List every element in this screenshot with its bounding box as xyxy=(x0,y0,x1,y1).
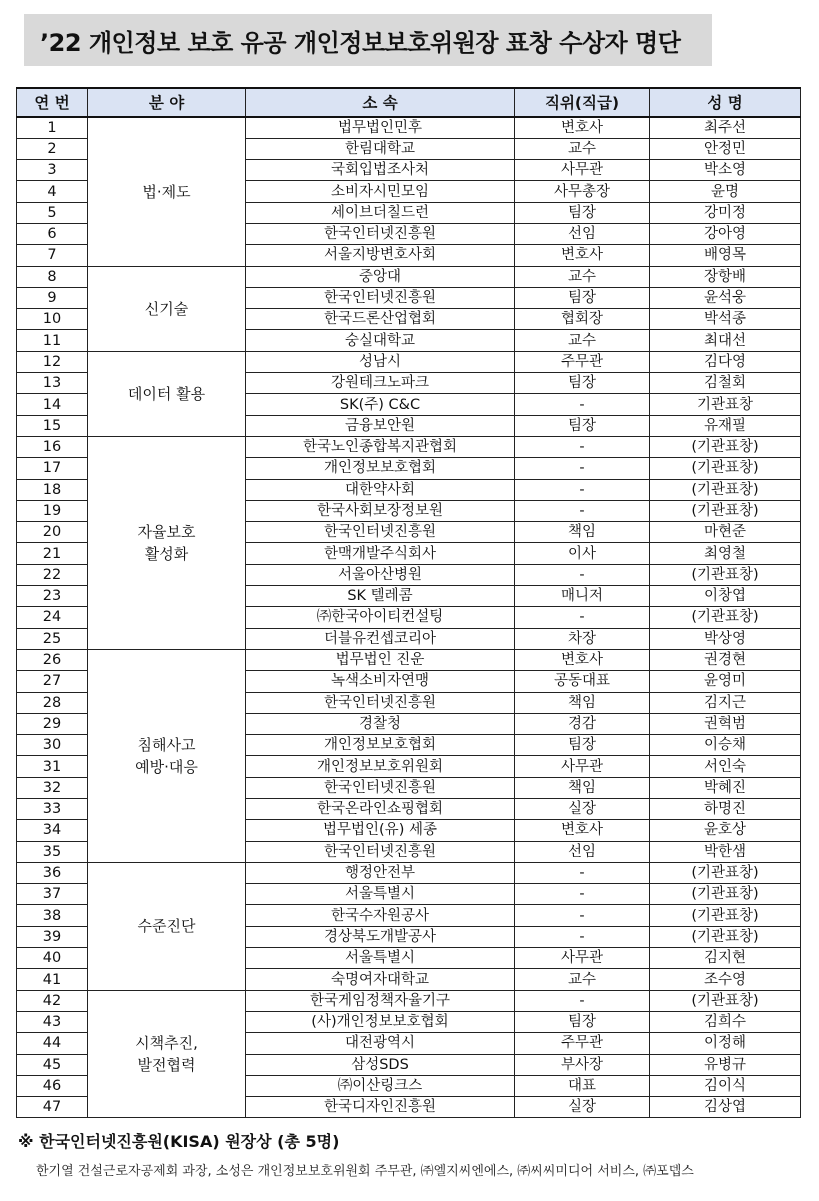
cell-no: 33 xyxy=(17,799,88,820)
cell-no: 3 xyxy=(17,160,88,181)
cell-no: 23 xyxy=(17,586,88,607)
cell-position: 부사장 xyxy=(515,1054,650,1075)
header-org: 소 속 xyxy=(246,88,515,117)
cell-no: 12 xyxy=(17,351,88,372)
cell-org: ㈜이산링크스 xyxy=(246,1075,515,1096)
cell-no: 7 xyxy=(17,245,88,266)
cell-position: 차장 xyxy=(515,628,650,649)
cell-name: 김지현 xyxy=(650,948,801,969)
cell-no: 39 xyxy=(17,926,88,947)
cell-no: 45 xyxy=(17,1054,88,1075)
cell-name: (기관표창) xyxy=(650,458,801,479)
cell-no: 38 xyxy=(17,905,88,926)
cell-name: 배영목 xyxy=(650,245,801,266)
cell-no: 9 xyxy=(17,287,88,308)
cell-no: 25 xyxy=(17,628,88,649)
cell-name: 김이식 xyxy=(650,1075,801,1096)
cell-position: - xyxy=(515,926,650,947)
cell-no: 22 xyxy=(17,564,88,585)
cell-position: 책임 xyxy=(515,692,650,713)
cell-no: 4 xyxy=(17,181,88,202)
cell-no: 44 xyxy=(17,1033,88,1054)
cell-name: 기관표창 xyxy=(650,394,801,415)
cell-position: 변호사 xyxy=(515,820,650,841)
cell-no: 11 xyxy=(17,330,88,351)
cell-position: 공동대표 xyxy=(515,671,650,692)
cell-position: 이사 xyxy=(515,543,650,564)
cell-org: 한국인터넷진흥원 xyxy=(246,777,515,798)
cell-org: 더블유컨셉코리아 xyxy=(246,628,515,649)
category-label: 데이터 활용 xyxy=(127,384,206,403)
cell-name: (기관표창) xyxy=(650,884,801,905)
cell-no: 24 xyxy=(17,607,88,628)
table-row xyxy=(17,649,801,670)
category-label: 시책추진, xyxy=(135,1034,198,1053)
category-label: 수준진단 xyxy=(137,917,196,936)
cell-name: (기관표창) xyxy=(650,607,801,628)
category-label: 예방·대응 xyxy=(135,757,198,776)
cell-name: 유재필 xyxy=(650,415,801,436)
cell-org: SK 텔레콤 xyxy=(246,586,515,607)
category-cell xyxy=(88,266,246,351)
cell-position: 팀장 xyxy=(515,373,650,394)
cell-position: 선임 xyxy=(515,841,650,862)
cell-org: 한국인터넷진흥원 xyxy=(246,223,515,244)
cell-org: 한국디자인진흥원 xyxy=(246,1097,515,1118)
cell-name: 유병규 xyxy=(650,1054,801,1075)
cell-org: 경찰청 xyxy=(246,713,515,734)
cell-name: 마현준 xyxy=(650,522,801,543)
cell-name: 김지근 xyxy=(650,692,801,713)
cell-no: 27 xyxy=(17,671,88,692)
table-body xyxy=(17,117,801,1118)
cell-name: (기관표창) xyxy=(650,436,801,457)
cell-name: 이창엽 xyxy=(650,586,801,607)
cell-org: 법무법인(유) 세종 xyxy=(246,820,515,841)
cell-no: 6 xyxy=(17,223,88,244)
cell-org: SK(주) C&C xyxy=(246,394,515,415)
header-no: 연 번 xyxy=(17,88,88,117)
cell-name: (기관표창) xyxy=(650,479,801,500)
cell-position: 팀장 xyxy=(515,202,650,223)
cell-org: (사)개인정보보호협회 xyxy=(246,1011,515,1032)
cell-name: 권경현 xyxy=(650,649,801,670)
cell-org: 한맥개발주식회사 xyxy=(246,543,515,564)
cell-org: 개인정보보호위원회 xyxy=(246,756,515,777)
category-cell xyxy=(88,862,246,990)
cell-no: 37 xyxy=(17,884,88,905)
cell-no: 47 xyxy=(17,1097,88,1118)
cell-name: 박혜진 xyxy=(650,777,801,798)
cell-org: 한국온라인쇼핑협회 xyxy=(246,799,515,820)
cell-name: 윤명 xyxy=(650,181,801,202)
cell-org: 행정안전부 xyxy=(246,862,515,883)
cell-org: 서울지방변호사회 xyxy=(246,245,515,266)
cell-no: 46 xyxy=(17,1075,88,1096)
cell-position: 선임 xyxy=(515,223,650,244)
cell-position: 사무관 xyxy=(515,948,650,969)
cell-name: 김다영 xyxy=(650,351,801,372)
cell-name: 최영철 xyxy=(650,543,801,564)
cell-name: 안정민 xyxy=(650,138,801,159)
cell-position: 팀장 xyxy=(515,287,650,308)
cell-position: - xyxy=(515,905,650,926)
cell-name: (기관표창) xyxy=(650,500,801,521)
cell-org: 금융보안원 xyxy=(246,415,515,436)
cell-name: (기관표창) xyxy=(650,862,801,883)
cell-no: 35 xyxy=(17,841,88,862)
cell-name: 권혁범 xyxy=(650,713,801,734)
cell-no: 34 xyxy=(17,820,88,841)
cell-position: - xyxy=(515,436,650,457)
category-label: 활성화 xyxy=(144,544,189,563)
cell-name: 최주선 xyxy=(650,117,801,138)
table-row xyxy=(17,117,801,138)
cell-name: 강미정 xyxy=(650,202,801,223)
cell-position: 협회장 xyxy=(515,309,650,330)
cell-position: 팀장 xyxy=(515,735,650,756)
cell-no: 36 xyxy=(17,862,88,883)
cell-name: 장항배 xyxy=(650,266,801,287)
cell-no: 18 xyxy=(17,479,88,500)
cell-name: 윤호상 xyxy=(650,820,801,841)
category-cell xyxy=(88,990,246,1118)
cell-no: 41 xyxy=(17,969,88,990)
cell-position: - xyxy=(515,862,650,883)
cell-position: 실장 xyxy=(515,799,650,820)
cell-name: 강아영 xyxy=(650,223,801,244)
cell-no: 5 xyxy=(17,202,88,223)
cell-position: 사무관 xyxy=(515,756,650,777)
cell-org: 대한약사회 xyxy=(246,479,515,500)
cell-name: 김철회 xyxy=(650,373,801,394)
cell-no: 40 xyxy=(17,948,88,969)
cell-org: 한국인터넷진흥원 xyxy=(246,841,515,862)
category-label: 자율보호 xyxy=(137,522,196,541)
header-field: 분 야 xyxy=(88,88,246,117)
footnote-title: ※ 한국인터넷진흥원(KISA) 원장상 (총 5명) xyxy=(18,1132,340,1151)
cell-position: 교수 xyxy=(515,138,650,159)
cell-name: 김희수 xyxy=(650,1011,801,1032)
cell-no: 19 xyxy=(17,500,88,521)
cell-no: 14 xyxy=(17,394,88,415)
cell-name: (기관표창) xyxy=(650,905,801,926)
cell-position: 매니저 xyxy=(515,586,650,607)
cell-org: 한국인터넷진흥원 xyxy=(246,692,515,713)
cell-position: 변호사 xyxy=(515,117,650,138)
category-cell xyxy=(88,351,246,436)
cell-org: 개인정보보호협회 xyxy=(246,735,515,756)
cell-org: 숙명여자대학교 xyxy=(246,969,515,990)
cell-position: - xyxy=(515,884,650,905)
cell-no: 29 xyxy=(17,713,88,734)
cell-name: 이승채 xyxy=(650,735,801,756)
cell-position: 책임 xyxy=(515,777,650,798)
footnote-body: 한기열 건설근로자공제회 과장, 소성은 개인정보보호위원회 주무관, ㈜엘지씨엔에스, ㈜씨씨미디어 서비스, ㈜포뎁스 xyxy=(36,1164,694,1179)
cell-org: 법무법인 진운 xyxy=(246,649,515,670)
cell-no: 42 xyxy=(17,990,88,1011)
cell-name: 김상엽 xyxy=(650,1097,801,1118)
cell-name: 최대선 xyxy=(650,330,801,351)
title-banner xyxy=(24,14,712,66)
table-row xyxy=(17,351,801,372)
cell-position: 변호사 xyxy=(515,245,650,266)
cell-no: 2 xyxy=(17,138,88,159)
cell-no: 15 xyxy=(17,415,88,436)
cell-no: 30 xyxy=(17,735,88,756)
page-title: ’22 개인정보 보호 유공 개인정보보호위원장 표창 수상자 명단 xyxy=(40,28,681,57)
cell-org: ㈜한국아이티컨설팅 xyxy=(246,607,515,628)
cell-org: 한국수자원공사 xyxy=(246,905,515,926)
table-row xyxy=(17,990,801,1011)
category-label: 법·제도 xyxy=(142,182,191,201)
cell-position: - xyxy=(515,990,650,1011)
cell-position: - xyxy=(515,564,650,585)
cell-org: 서울아산병원 xyxy=(246,564,515,585)
cell-no: 17 xyxy=(17,458,88,479)
category-cell xyxy=(88,117,246,266)
cell-no: 10 xyxy=(17,309,88,330)
cell-position: 팀장 xyxy=(515,1011,650,1032)
cell-name: 윤석웅 xyxy=(650,287,801,308)
header-name: 성 명 xyxy=(650,88,801,117)
cell-org: 소비자시민모임 xyxy=(246,181,515,202)
cell-org: 삼성SDS xyxy=(246,1054,515,1075)
cell-no: 31 xyxy=(17,756,88,777)
cell-org: 경상북도개발공사 xyxy=(246,926,515,947)
cell-name: (기관표창) xyxy=(650,990,801,1011)
cell-position: 주무관 xyxy=(515,351,650,372)
cell-name: 조수영 xyxy=(650,969,801,990)
cell-name: 서인숙 xyxy=(650,756,801,777)
header-position: 직위(직급) xyxy=(515,88,650,117)
cell-org: 서울특별시 xyxy=(246,948,515,969)
cell-org: 성남시 xyxy=(246,351,515,372)
cell-position: 책임 xyxy=(515,522,650,543)
cell-position: 주무관 xyxy=(515,1033,650,1054)
cell-name: (기관표창) xyxy=(650,564,801,585)
table-row xyxy=(17,436,801,457)
cell-no: 28 xyxy=(17,692,88,713)
cell-no: 21 xyxy=(17,543,88,564)
cell-no: 32 xyxy=(17,777,88,798)
cell-org: 서울특별시 xyxy=(246,884,515,905)
category-cell xyxy=(88,649,246,862)
cell-name: 박소영 xyxy=(650,160,801,181)
cell-no: 43 xyxy=(17,1011,88,1032)
cell-name: (기관표창) xyxy=(650,926,801,947)
cell-position: 교수 xyxy=(515,969,650,990)
cell-org: 한국인터넷진흥원 xyxy=(246,522,515,543)
cell-name: 이정해 xyxy=(650,1033,801,1054)
cell-org: 국회입법조사처 xyxy=(246,160,515,181)
table-row xyxy=(17,266,801,287)
cell-org: 중앙대 xyxy=(246,266,515,287)
cell-position: - xyxy=(515,479,650,500)
cell-position: 팀장 xyxy=(515,415,650,436)
table-row xyxy=(17,862,801,883)
cell-org: 세이브더칠드런 xyxy=(246,202,515,223)
cell-org: 숭실대학교 xyxy=(246,330,515,351)
cell-no: 26 xyxy=(17,649,88,670)
cell-no: 1 xyxy=(17,117,88,138)
cell-position: 경감 xyxy=(515,713,650,734)
cell-name: 윤영미 xyxy=(650,671,801,692)
cell-org: 개인정보보호협회 xyxy=(246,458,515,479)
cell-org: 한림대학교 xyxy=(246,138,515,159)
cell-position: 변호사 xyxy=(515,649,650,670)
cell-name: 하명진 xyxy=(650,799,801,820)
cell-no: 8 xyxy=(17,266,88,287)
cell-org: 한국드론산업협회 xyxy=(246,309,515,330)
category-label: 발전협력 xyxy=(137,1056,196,1075)
cell-org: 녹색소비자연맹 xyxy=(246,671,515,692)
cell-org: 법무법인민후 xyxy=(246,117,515,138)
cell-position: - xyxy=(515,500,650,521)
cell-name: 박상영 xyxy=(650,628,801,649)
cell-position: 교수 xyxy=(515,266,650,287)
cell-no: 20 xyxy=(17,522,88,543)
cell-name: 박석종 xyxy=(650,309,801,330)
cell-no: 16 xyxy=(17,436,88,457)
cell-position: 대표 xyxy=(515,1075,650,1096)
cell-position: 사무관 xyxy=(515,160,650,181)
cell-org: 강원테크노파크 xyxy=(246,373,515,394)
cell-org: 대전광역시 xyxy=(246,1033,515,1054)
category-label: 신기술 xyxy=(144,299,189,318)
awardee-table xyxy=(16,87,801,1118)
cell-org: 한국인터넷진흥원 xyxy=(246,287,515,308)
cell-position: - xyxy=(515,607,650,628)
cell-no: 13 xyxy=(17,373,88,394)
category-cell xyxy=(88,436,246,649)
cell-position: 사무총장 xyxy=(515,181,650,202)
cell-org: 한국사회보장정보원 xyxy=(246,500,515,521)
cell-position: - xyxy=(515,458,650,479)
table-header-row xyxy=(17,88,801,117)
cell-org: 한국노인종합복지관협회 xyxy=(246,436,515,457)
category-label: 침해사고 xyxy=(137,735,196,754)
cell-position: 실장 xyxy=(515,1097,650,1118)
cell-position: 교수 xyxy=(515,330,650,351)
cell-position: - xyxy=(515,394,650,415)
cell-name: 박한샘 xyxy=(650,841,801,862)
cell-org: 한국게임정책자율기구 xyxy=(246,990,515,1011)
